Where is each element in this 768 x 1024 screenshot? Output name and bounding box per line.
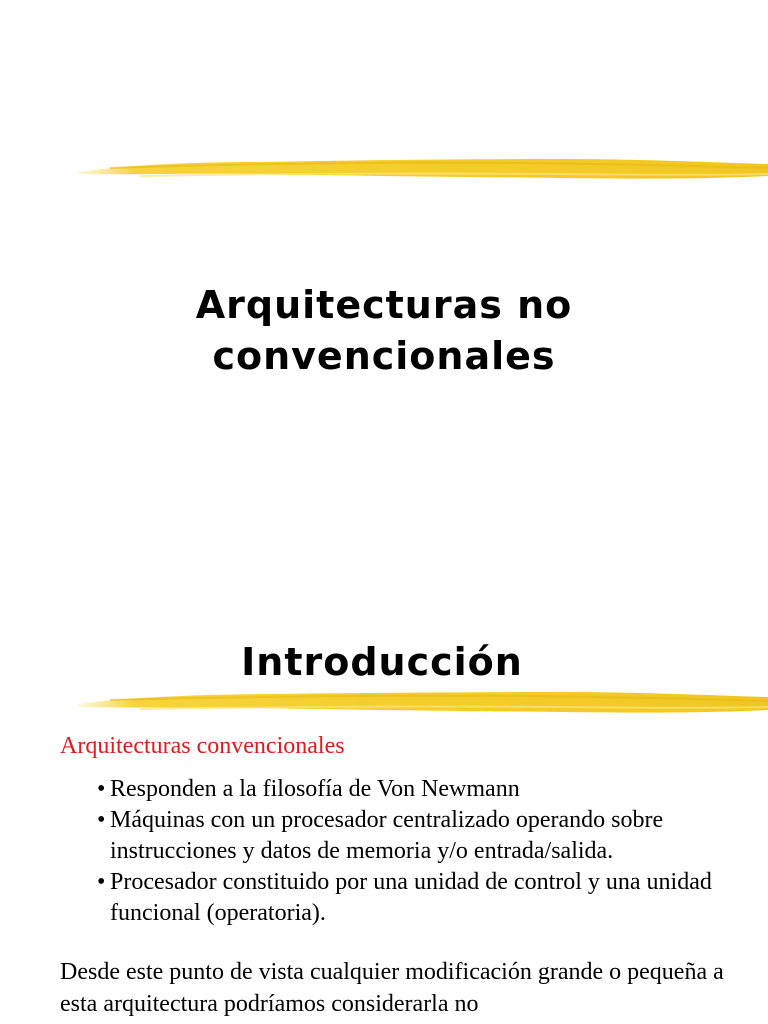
subheading-arquitecturas-convencionales: Arquitecturas convencionales bbox=[60, 733, 345, 759]
slide-title bbox=[0, 280, 768, 382]
bullet-list bbox=[97, 774, 757, 929]
yellow-brush-stroke-divider bbox=[0, 682, 768, 722]
body-paragraph: Desde este punto de vista cualquier modificación grande o pequeña a esta arquitectura podríamos considerarla no bbox=[60, 959, 724, 1017]
bullet-text: Procesador constituido por una unidad de control y una unidad funcional (operatoria). bbox=[110, 869, 712, 926]
bullet-text: Máquinas con un procesador centralizado operando sobre instrucciones y datos de memoria y/o entrada/salida. bbox=[110, 807, 664, 864]
bullet-item bbox=[97, 805, 757, 867]
bullet-icon: • bbox=[97, 869, 106, 895]
bullet-text: Responden a la filosofía de Von Newmann bbox=[110, 776, 520, 802]
slide-title-line-2: convencionales bbox=[212, 334, 556, 378]
yellow-brush-stroke-divider bbox=[0, 148, 768, 188]
bullet-item bbox=[97, 774, 757, 805]
slide-title-line-1: Arquitecturas no bbox=[195, 283, 573, 327]
section-heading: Introducción bbox=[241, 640, 523, 684]
bullet-icon: • bbox=[97, 807, 106, 833]
bullet-item bbox=[97, 867, 757, 929]
bullet-icon: • bbox=[97, 776, 106, 802]
